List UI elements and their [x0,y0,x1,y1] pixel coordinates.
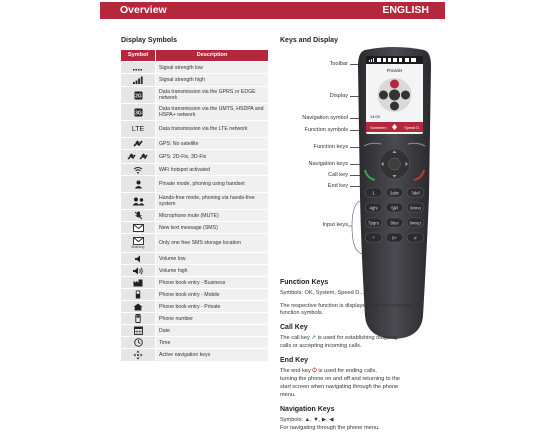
label-call-key: Call key [328,172,348,178]
table-row [121,289,268,300]
key-hash[interactable]: # [414,235,417,241]
table-row [121,176,268,192]
sms-storage-icon [133,237,144,245]
symbol-description: Volume low [156,253,268,264]
end-key-line4: menu. [280,392,296,398]
end-key-text-post: is used for ending calls, [318,368,377,374]
table-row [121,193,268,209]
display-symbols-title: Display Symbols [121,37,178,44]
symbol-description: Phone book entry - Business [156,277,268,288]
end-key-line3: start screen when navigating through the phone [280,384,399,390]
symbol-description: Date [156,325,268,336]
label-navigation-symbol: Navigation symbol [302,115,348,121]
gps-no-satellite-icon [133,139,143,148]
sms-icon [133,224,144,232]
symbol-description: Hands-free mode, phoning via hands-free system [156,193,268,209]
table-row [121,87,268,103]
symbol-description: WiFi hotspot activated [156,164,268,175]
fn-right-symbol: Speed D [404,126,419,130]
end-key-line1 [280,368,430,375]
data-3g-icon [134,108,143,117]
symbol-description: Active navigation keys [156,349,268,361]
table-row [121,74,268,86]
function-keys-body: The respective function is displayed with the changing function symbols. [280,303,414,317]
phonebook-private-icon [133,303,143,311]
symbol-description: Phone book entry - Mobile [156,289,268,300]
screen-time: 14:00 [370,114,381,119]
key-6[interactable]: 6mno [410,205,421,211]
key-3[interactable]: 3def [411,190,420,196]
svg-text:3G: 3G [134,110,142,116]
phonebook-mobile-icon [135,290,141,299]
key-star[interactable]: * [372,235,375,241]
label-display: Display [329,93,348,99]
call-key-text-post: is used for establishing outgoing [317,335,398,341]
symbol-description: Signal strength high [156,74,268,86]
signal-low-icon [132,65,144,71]
key-8[interactable]: 8tuv [390,220,399,226]
page-title: Overview [120,4,167,16]
call-key-icon: ↗ [311,335,317,341]
call-key-line2: calls or accepting incoming calls. [280,343,362,349]
mic-mute-icon [134,211,143,220]
end-key-icon: ⏻ [312,368,317,374]
symbol-description: Only one free SMS storage location [156,234,268,252]
function-keys-title: Function Keys [280,279,329,286]
key-0[interactable]: 0+ [392,235,397,241]
symbol-description: New text message (SMS) [156,222,268,233]
symbol-description: Volume high [156,265,268,276]
volume-low-icon [134,255,143,263]
gps-fix-icon [127,152,149,161]
symbol-description: Data transmission via the GPRS or EDGE network [156,87,268,103]
navigation-keys-body: For navigating through the phone menu. [280,425,380,431]
date-icon [134,326,143,335]
navigation-keys-symbols: Symbols: ▲, ▼, ▶, ◀ [280,417,334,423]
symbol-description: Data transmission via the LTE network [156,121,268,137]
symbol-description: GPS: No satellite [156,138,268,149]
key-9[interactable]: 9wxyz [409,220,422,226]
data-2g-icon [134,91,143,100]
key-1[interactable]: 1 [372,190,375,196]
function-keys-symbols: Symbols: OK, System, Speed D... [280,290,364,296]
flashing-label: flashing [131,245,145,249]
label-end-key: End key [327,183,348,189]
header-bar [100,2,445,19]
fn-left-symbol: Nummern [370,126,387,130]
table-row [121,138,268,149]
col-description-header: Description [156,50,268,61]
lte-icon: LTE [121,121,155,137]
symbol-description: Time [156,337,268,348]
table-row [121,337,268,348]
end-key-text-pre: The end key [280,368,311,374]
symbol-description: Private mode, phoning using handset [156,176,268,192]
table-row [121,164,268,175]
private-mode-icon [134,180,143,189]
key-4[interactable]: 4ghi [369,205,378,211]
label-input-keys: Input keys [322,222,348,228]
end-key-line2: turning the phone on and off and returning to the [280,376,400,382]
table-row [121,325,268,336]
signal-high-icon [132,76,144,84]
keys-display-title: Keys and Display [280,37,338,44]
table-row [121,150,268,163]
navigation-keys-title: Navigation Keys [280,406,335,413]
label-function-symbols: Function symbols [304,127,348,133]
phonebook-business-icon [133,279,143,287]
language-label: ENGLISH [382,4,429,16]
symbol-description: Microphone mute (MUTE) [156,210,268,221]
symbol-description: Phone book entry - Private [156,301,268,312]
volume-high-icon [132,267,144,275]
svg-text:2G: 2G [134,93,142,99]
table-row [121,349,268,361]
table-row [121,222,268,233]
table-row [121,104,268,120]
key-5[interactable]: 5jkl [391,205,398,211]
symbol-description: Phone number [156,313,268,324]
table-row [121,301,268,312]
key-2[interactable]: 2abc [389,190,400,196]
call-key-line1 [280,335,430,342]
table-row [121,121,268,137]
label-function-keys: Function keys [313,144,348,150]
symbol-description: GPS: 2D-Fix, 3D-Fix [156,150,268,163]
table-row [121,210,268,221]
symbols-table [121,50,268,362]
label-toolbar: Toolbar [329,61,348,67]
screen-provider: Provider [386,68,403,73]
symbol-description: Signal strength low [156,62,268,73]
wifi-hotspot-icon [133,166,143,174]
call-key-title: Call Key [280,324,308,331]
table-row [121,253,268,264]
symbol-description: Data transmission via the UMTS, HSDPA and HSPA+ network [156,104,268,120]
nav-keys-icon [133,350,143,360]
table-row [121,277,268,288]
table-row [121,313,268,324]
hands-free-icon [132,197,145,206]
phone-number-icon [135,314,141,323]
key-7[interactable]: 7pqrs [368,220,379,226]
table-row [121,265,268,276]
table-row [121,62,268,73]
call-key-text-pre: The call key [280,335,310,341]
table-header [121,50,268,61]
ok-key[interactable] [389,158,401,170]
table-row [121,234,268,252]
time-icon [134,338,143,347]
label-navigation-keys: Navigation keys [308,161,348,167]
end-key-title: End Key [280,357,309,364]
col-symbol-header: Symbol [121,50,155,61]
